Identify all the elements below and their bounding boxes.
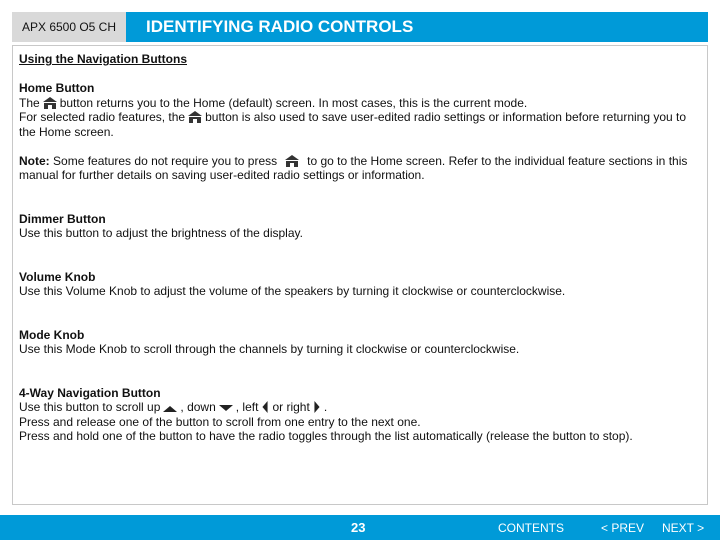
mode-heading: Mode Knob (19, 327, 85, 342)
home-icon (285, 155, 299, 167)
arrow-up-icon (163, 401, 177, 413)
text: . (323, 400, 328, 414)
arrow-down-icon (219, 401, 233, 413)
text: button returns you to the Home (default) screen. In most cases, this is the current mode. (59, 95, 528, 110)
text: The (19, 95, 40, 110)
arrow-right-icon (313, 401, 321, 413)
nav-heading: 4-Way Navigation Button (19, 385, 161, 400)
prev-link[interactable]: < PREV (601, 521, 645, 535)
footer-bar (0, 515, 720, 540)
home-heading: Home Button (19, 81, 95, 95)
text: Press and release one of the button to scroll from one entry to the next one. (19, 414, 421, 429)
home-icon (43, 97, 57, 109)
text: manual for further details on saving user-edited radio settings or information. (19, 168, 425, 182)
text: Use this Mode Knob to scroll through the channels by turning it clockwise or counterclockwise. (19, 342, 520, 356)
note-label: Note: (19, 153, 50, 168)
next-link[interactable]: NEXT > (662, 521, 705, 535)
arrow-left-icon (261, 401, 269, 413)
contents-link[interactable]: CONTENTS (498, 521, 564, 535)
text: , down (180, 400, 216, 414)
text: , left (235, 400, 259, 414)
section-title: Using the Navigation Buttons (19, 52, 187, 66)
text: or right (272, 400, 310, 414)
text: Use this Volume Knob to adjust the volume of the speakers by turning it clockwise or counterclockwise. (19, 284, 566, 298)
content-panel (12, 45, 708, 505)
volume-heading: Volume Knob (19, 269, 96, 284)
text: the Home screen. (19, 124, 114, 139)
text: Some features do not require you to press (53, 153, 278, 168)
text: button is also used to save user-edited radio settings or information before returning you to (205, 110, 687, 124)
document-code: APX 6500 O5 CH (12, 12, 126, 42)
text: Use this button to adjust the brightness of the display. (19, 226, 303, 240)
text: to go to the Home screen. Refer to the individual feature sections in this (307, 153, 688, 168)
text: Use this button to scroll up (19, 400, 161, 414)
text: Press and hold one of the button to have the radio toggles through the list automatically (release the button to stop). (19, 429, 633, 443)
dimmer-heading: Dimmer Button (19, 211, 106, 226)
text: For selected radio features, the (19, 110, 186, 124)
home-icon (188, 111, 202, 123)
page-title: IDENTIFYING RADIO CONTROLS (126, 12, 708, 42)
page-number: 23 (351, 520, 366, 535)
